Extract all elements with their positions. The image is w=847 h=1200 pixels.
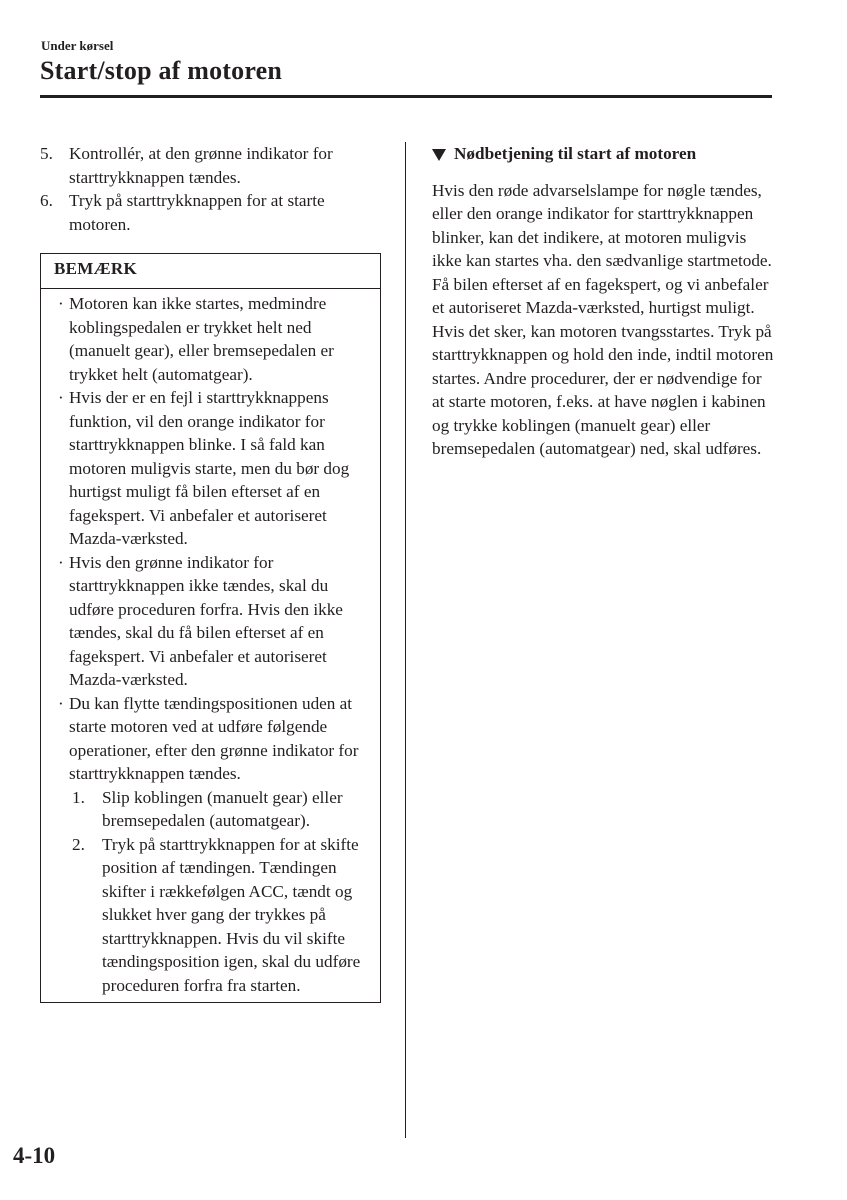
triangle-down-icon <box>432 149 446 161</box>
section-heading-text: Nødbetjening til start af motoren <box>454 144 697 163</box>
bullet-text: Hvis der er en fejl i starttrykknappens funktion, vil den orange indikator for starttrykknappen blinke. I så fald kan motoren muligvis starte, men du bør dog hurtigst muligt få bilen efterset af en fagekspert. Vi anbefaler et autoriseret Mazda-værksted. <box>69 388 350 548</box>
bullet-dot: · <box>58 552 64 572</box>
step-number: 6. <box>40 191 53 210</box>
note-bullet <box>58 386 372 551</box>
substep-item <box>72 786 372 833</box>
page-number: 4-10 <box>13 1143 56 1168</box>
page-title: Start/stop af motoren <box>40 56 283 85</box>
bullet-dot: · <box>58 294 64 313</box>
bullet-dot: · <box>58 693 64 713</box>
substep-item <box>72 833 372 998</box>
bullet-text: Du kan flytte tændingspositionen uden at starte motoren ved at udføre følgende operationer, efter den grønne indikator for starttrykknappen tændes. <box>69 693 359 783</box>
title-rule <box>40 95 772 98</box>
section-paragraph: Hvis den røde advarselslampe for nøgle tændes, eller den orange indikator for starttrykknappen blinker, kan det indikere, at motoren muligvis ikke kan startes vha. den sædvanlige startmetode. Få bilen efterset af en fagekspert, og vi anbefaler et autoriseret Mazda-værksted, hurtigst muligt. Hvis det sker, kan motoren tvangsstartes. Tryk på starttrykknappen og hold den inde, indtil motoren startes. Andre procedurer, der er nødvendige for at starte motoren, f.eks. at have nøglen i kabinen og trykke koblingen (manuelt gear) eller bremsepedalen (automatgear) ned, skal udføres. <box>432 180 774 458</box>
step-item <box>40 189 382 236</box>
substep-number: 1. <box>72 787 85 807</box>
bullet-dot: · <box>58 388 64 407</box>
step-number: 5. <box>40 144 53 163</box>
left-column <box>40 142 382 1003</box>
bullet-text: Hvis den grønne indikator for starttrykknappen ikke tændes, skal du udføre proceduren forfra. Hvis den ikke tændes, skal du få bilen efterset af en fagekspert. Vi anbefaler et autoriseret Mazda-værksted. <box>69 552 343 689</box>
note-body <box>41 289 380 1002</box>
right-column <box>432 142 777 461</box>
note-box <box>40 253 381 1003</box>
section-label: Under kørsel <box>41 38 114 53</box>
note-bullet <box>58 551 372 692</box>
section-heading <box>432 142 777 166</box>
step-item <box>40 142 382 189</box>
substep-text: Tryk på starttrykknappen for at skifte position af tændingen. Tændingen skifter i rækkefølgen ACC, tændt og slukket hver gang der trykkes på starttrykknappen. Hvis du vil skifte tændingsposition igen, skal du udføre proceduren forfra fra starten. <box>102 834 361 995</box>
note-bullet <box>58 292 372 386</box>
step-text: Tryk på starttrykknappen for at starte motoren. <box>69 191 325 234</box>
note-substeps <box>69 786 372 998</box>
step-text: Kontrollér, at den grønne indikator for starttrykknappen tændes. <box>69 144 333 187</box>
column-divider <box>405 142 406 1138</box>
substep-number: 2. <box>72 834 85 854</box>
note-bullet <box>58 692 372 998</box>
bullet-text: Motoren kan ikke startes, medmindre koblingspedalen er trykket helt ned (manuelt gear), eller bremsepedalen er trykket helt (automatgear). <box>69 294 334 384</box>
substep-text: Slip koblingen (manuelt gear) eller bremsepedalen (automatgear). <box>102 787 343 830</box>
note-heading: BEMÆRK <box>41 254 380 289</box>
